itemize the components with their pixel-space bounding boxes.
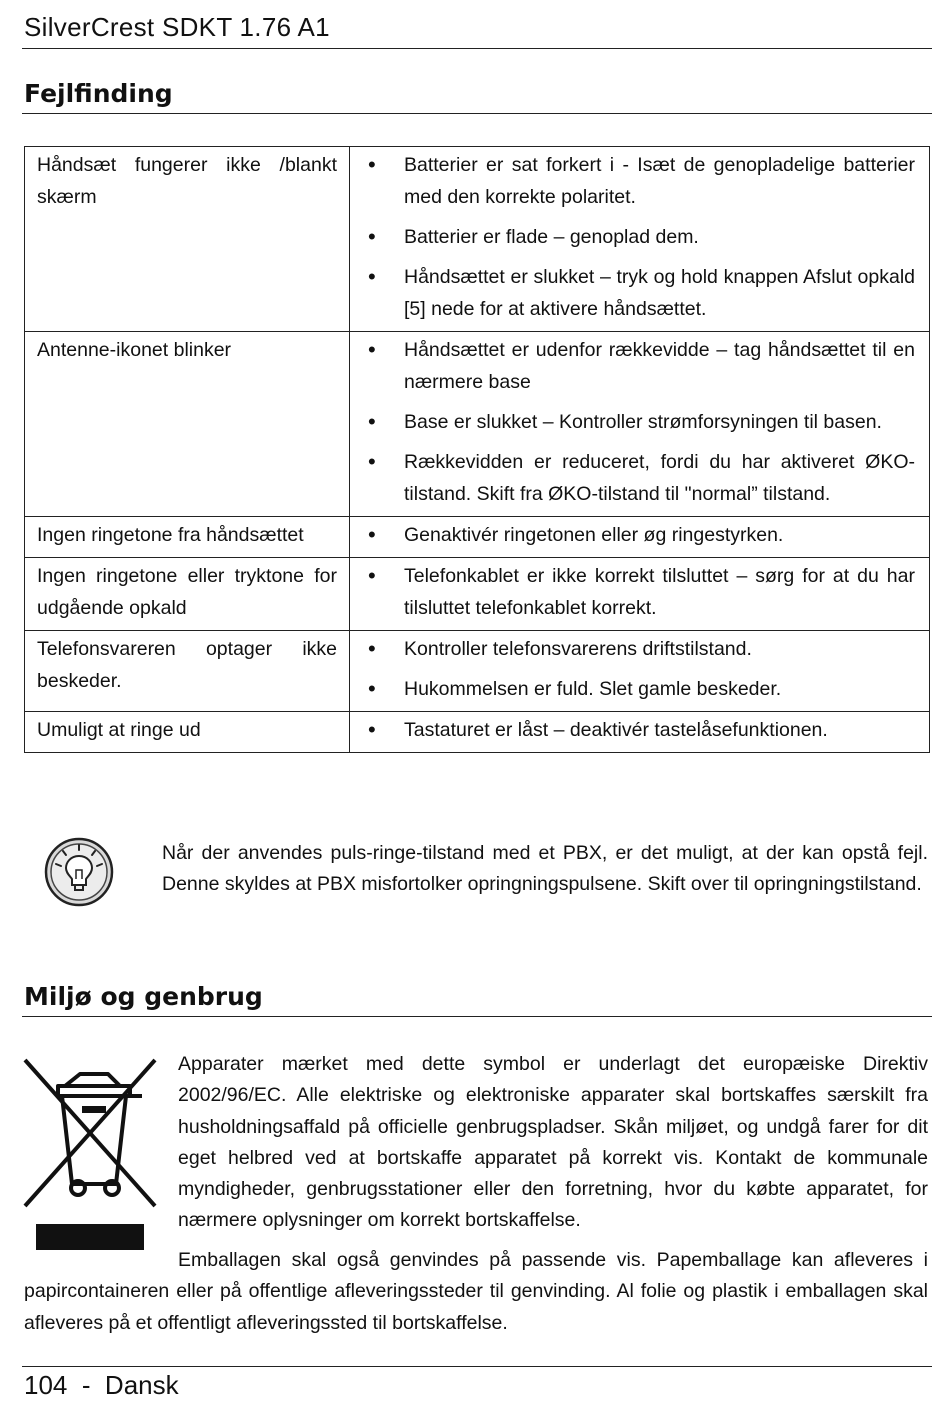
solution-list (366, 149, 915, 325)
problem-cell: Ingen ringetone eller tryktone for udgående opkald (25, 558, 350, 631)
problem-cell: Antenne-ikonet blinker (25, 332, 350, 517)
table-row (25, 558, 930, 631)
table-row (25, 517, 930, 558)
solution-cell (350, 332, 930, 517)
list-item: • Genaktivér ringetonen eller øg ringestyrken. (366, 519, 915, 551)
environment-heading-rule (22, 1016, 932, 1017)
list-item: • Batterier er flade – genoplad dem. (366, 221, 915, 253)
problem-cell: Håndsæt fungerer ikke /blankt skærm (25, 147, 350, 332)
solution-list (366, 334, 915, 510)
list-item: • Kontroller telefonsvarerens driftstilstand. (366, 633, 915, 665)
list-item: • Håndsættet er slukket – tryk og hold knappen Afslut opkald [5] nede for at aktivere håndsættet. (366, 261, 915, 325)
problem-cell: Telefonsvareren optager ikke beskeder. (25, 631, 350, 712)
list-item: • Telefonkablet er ikke korrekt tilsluttet – sørg for at du har tilsluttet telefonkablet korrekt. (366, 560, 915, 624)
troubleshooting-table (24, 146, 930, 753)
solution-cell (350, 558, 930, 631)
footer-rule (22, 1366, 932, 1367)
problem-cell: Ingen ringetone fra håndsættet (25, 517, 350, 558)
table-row (25, 712, 930, 753)
environment-paragraph-2: Emballagen skal også genvindes på passende vis. Papemballage kan afleveres i papircontaineren eller på offentlige afleveringssteder til genvinding. Al folie og plastik i emballagen skal afleveres på et offentligt afleveringssted til bortskaffelse. (24, 1249, 928, 1334)
solution-list (366, 560, 915, 624)
list-item: • Tastaturet er låst – deaktivér tastelåsefunktionen. (366, 714, 915, 746)
list-item: • Hukommelsen er fuld. Slet gamle beskeder. (366, 673, 915, 705)
list-item: • Batterier er sat forkert i - Isæt de genopladelige batterier med den korrekte polaritet. (366, 149, 915, 213)
list-item: • Rækkevidden er reduceret, fordi du har aktiveret ØKO-tilstand. Skift fra ØKO-tilstand til "normal” tilstand. (366, 446, 915, 510)
troubleshooting-heading-rule (22, 113, 932, 114)
table-row (25, 631, 930, 712)
tip-text: Når der anvendes puls-ringe-tilstand med et PBX, er det muligt, at der kan opstå fejl. Denne skyldes at PBX misfortolker opringningspulsene. Skift over til opringningstilstand. (162, 842, 928, 895)
troubleshooting-heading: Fejlfinding (24, 79, 173, 108)
crossed-out-bin-icon (22, 1056, 158, 1256)
lightbulb-icon (40, 836, 118, 908)
solution-cell (350, 147, 930, 332)
problem-cell: Umuligt at ringe ud (25, 712, 350, 753)
page-footer: 104 - Dansk (24, 1370, 179, 1400)
solution-cell (350, 712, 930, 753)
solution-cell (350, 631, 930, 712)
table-row (25, 332, 930, 517)
header-rule (22, 48, 932, 49)
solution-list (366, 633, 915, 705)
list-item: • Base er slukket – Kontroller strømforsyningen til basen. (366, 406, 915, 438)
document-header-title: SilverCrest SDKT 1.76 A1 (24, 12, 330, 42)
environment-heading: Miljø og genbrug (24, 982, 263, 1011)
solution-list (366, 714, 915, 746)
table-row (25, 147, 930, 332)
list-item: • Håndsættet er udenfor rækkevidde – tag håndsættet til en nærmere base (366, 334, 915, 398)
solution-list (366, 519, 915, 551)
solution-cell (350, 517, 930, 558)
environment-paragraph-1: Apparater mærket med dette symbol er underlagt det europæiske Direktiv 2002/96/EC. Alle elektriske og elektroniske apparater skal bortskaffes særskilt fra husholdningsaffald på officielle genbrugspladser. Skån miljøet, og undgå farer for dit eget helbred ved at bortskaffe apparatet på korrekt vis. Kontakt de kommunale myndigheder, genbrugsstationer eller den forretning, hvor du købte apparatet, for nærmere oplysninger om korrekt bortskaffelse. (178, 1053, 928, 1232)
